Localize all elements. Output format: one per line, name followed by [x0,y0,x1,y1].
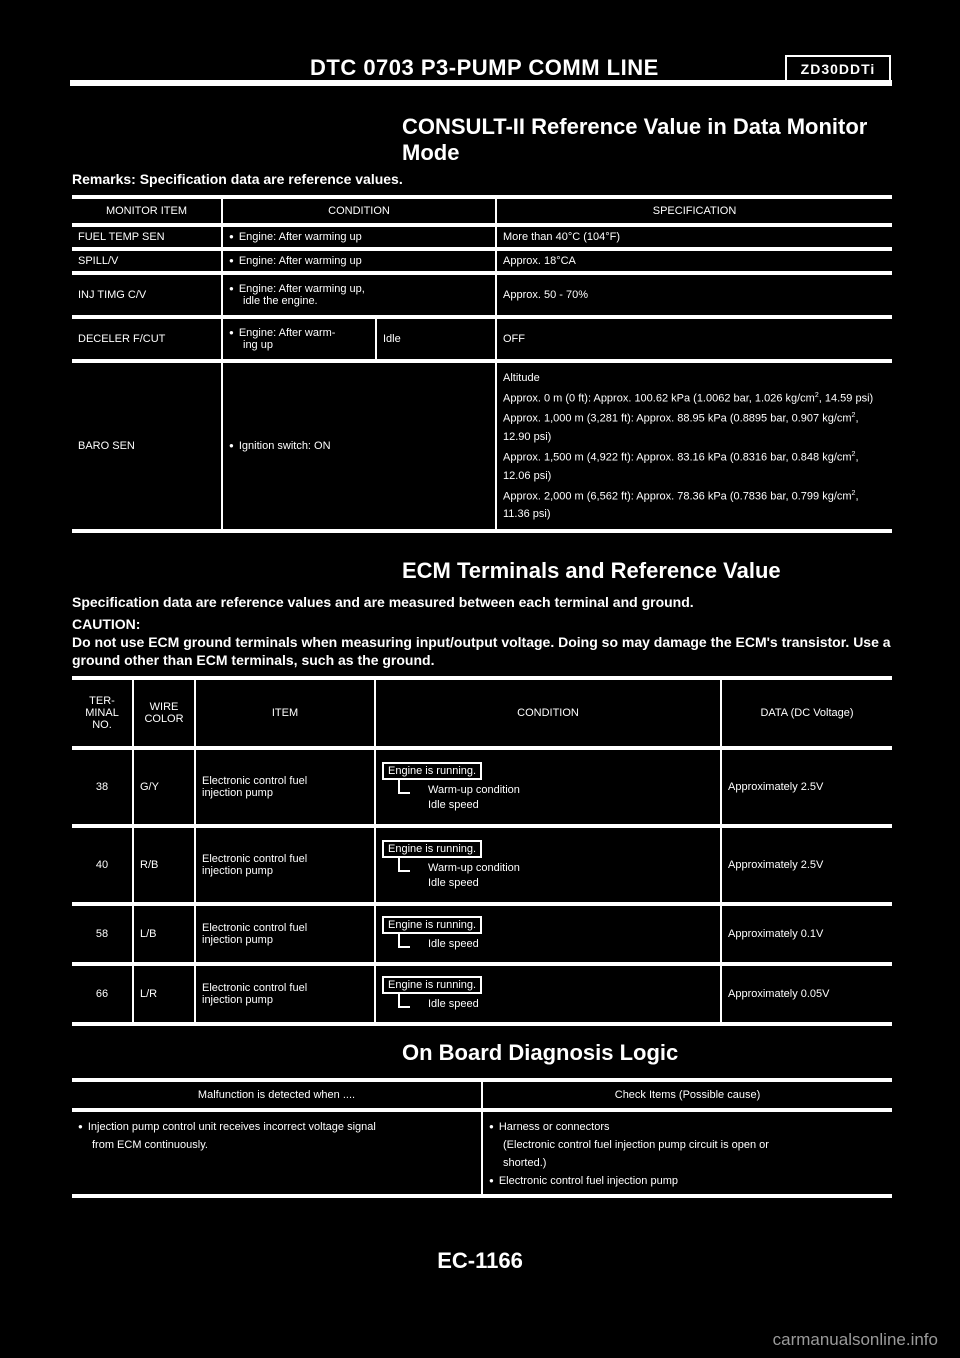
check-item: ● Harness or connectors [489,1121,610,1133]
voltage-data: Approximately 0.05V [721,964,892,1024]
watermark: carmanualsonline.info [772,1330,938,1349]
col-header-item: ITEM [195,678,375,748]
obd-logic-table [72,1078,892,1198]
caution-text: Do not use ECM ground terminals when measuring input/output voltage. Doing so may damage the ECM's transistor. Use a ground other than ECM terminals, such as the ground. [72,634,891,668]
ecm-terminal-table [72,676,892,1026]
condition: Engine is running. Idle speed [375,964,721,1024]
condition: Engine is running. Warm-up condition Idle speed [375,826,721,904]
branch-connector-icon [398,994,410,1008]
branch-connector-icon [398,858,410,872]
check-items: ● Harness or connectors (Electronic control fuel injection pump circuit is open or shorted.) ● Electronic control fuel injection pump [482,1110,892,1196]
table-row [72,964,892,1024]
consult-title-line2: Mode [402,140,460,165]
terminal-number: 40 [95,859,109,871]
condition-box: Engine is running. [382,916,482,934]
monitor-item: BARO SEN [78,440,135,452]
col-header-monitor-item: MONITOR ITEM [105,205,188,217]
condition-cell [222,317,376,361]
table-row [72,225,892,249]
caution-label: CAUTION: [72,616,141,632]
item: Electronic control fuel injection pump [195,826,375,904]
condition-text: ● Engine: After warm- [229,327,335,339]
col-header-malfunction: Malfunction is detected when .... [197,1089,356,1101]
item: Electronic control fuel injection pump [195,964,375,1024]
check-item: ● Electronic control fuel injection pump [489,1175,678,1187]
table-row [72,904,892,964]
condition-text: ● Engine: After warming up [229,255,362,267]
ecm-section-title: ECM Terminals and Reference Value [402,558,781,583]
table-row [72,249,892,273]
condition-cell [222,273,496,317]
page-header-title: DTC 0703 P3-PUMP COMM LINE [310,55,659,80]
spec-heading: Altitude [503,371,540,384]
consult-reference-table [72,195,892,533]
col-header-condition: CONDITION [375,678,721,748]
branch-connector-icon [398,780,410,794]
table-row [72,273,892,317]
condition: Engine is running. Warm-up condition Idle speed [375,748,721,826]
table-row [72,361,892,531]
voltage-data: Approximately 2.5V [721,748,892,826]
specification: Approx. 18°CA [496,249,892,273]
condition-cell [222,249,496,273]
table-row [72,1110,892,1196]
wire-color: G/Y [133,748,195,826]
item: Electronic control fuel injection pump [195,748,375,826]
terminal-number: 58 [95,928,109,940]
branch-connector-icon [398,934,410,948]
condition-box: Engine is running. [382,762,482,780]
malfunction-condition: ● Injection pump control unit receives incorrect voltage signal from ECM continuously. [72,1110,482,1196]
specification: More than 40°C (104°F) [496,225,892,249]
spec-line: Approx. 1,000 m (3,281 ft): Approx. 88.95 kPa (0.8895 bar, 0.907 $kg/cm^2$, 12.90 psi) [503,412,859,443]
consult-remarks: Remarks: Specification data are reference values. [72,171,403,187]
condition-text: ● Engine: After warming up [229,231,362,243]
table-row [72,317,892,361]
table-row [72,826,892,904]
terminal-number: 66 [95,988,109,1000]
table-row [72,748,892,826]
page-number: EC-1166 [437,1248,523,1273]
sub-condition: Idle [376,317,496,361]
monitor-item: FUEL TEMP SEN [78,231,165,243]
specification [496,361,892,531]
col-header-data: DATA (DC Voltage) [721,678,892,748]
terminal-number: 38 [95,781,109,793]
consult-title-line1: CONSULT-II Reference Value in Data Monitor [402,114,868,139]
specification: Approx. 50 - 70% [496,273,892,317]
wire-color: L/B [133,904,195,964]
item: Electronic control fuel injection pump [195,904,375,964]
condition-text: ● Ignition switch: ON [229,440,331,452]
condition-text-cont: idle the engine. [243,295,318,307]
condition-box: Engine is running. [382,840,482,858]
voltage-data: Approximately 0.1V [721,904,892,964]
spec-line: Approx. 2,000 m (6,562 ft): Approx. 78.36 kPa (0.7836 bar, 0.799 $kg/cm^2$, 11.36 psi) [503,489,859,521]
col-header-specification: SPECIFICATION [496,197,892,225]
voltage-data: Approximately 2.5V [721,826,892,904]
col-header-condition: CONDITION [222,197,496,225]
engine-model-badge: ZD30DDTi [785,55,891,83]
monitor-item: INJ TIMG C/V [78,289,147,301]
obd-section-title: On Board Diagnosis Logic [402,1040,679,1065]
wire-color: R/B [133,826,195,904]
monitor-item: DECELER F/CUT [78,333,166,345]
col-header-terminal: TER- MINAL NO. [85,695,119,731]
condition-text: ● Engine: After warming up, [229,283,365,295]
header-rule [70,80,892,86]
wire-color: L/R [133,964,195,1024]
specification: OFF [496,317,892,361]
col-header-wire-color: WIRE COLOR [133,678,195,748]
condition-cell [222,225,496,249]
spec-line: Approx. 1,500 m (4,922 ft): Approx. 83.16 kPa (0.8316 bar, 0.848 $kg/cm^2$, 12.06 psi) [503,451,859,482]
condition: Engine is running. Idle speed [375,904,721,964]
ecm-intro: Specification data are reference values and are measured between each terminal and ground. [72,594,694,610]
condition-cell [222,361,496,531]
monitor-item: SPILL/V [78,255,119,267]
col-header-check-items: Check Items (Possible cause) [482,1080,892,1110]
consult-section-title [402,114,867,166]
condition-box: Engine is running. [382,976,482,994]
spec-line: Approx. 0 m (0 ft): Approx. 100.62 kPa (1.0062 bar, 1.026 $kg/cm^2$, 14.59 psi) [503,391,874,405]
condition-text-cont: ing up [243,339,273,351]
